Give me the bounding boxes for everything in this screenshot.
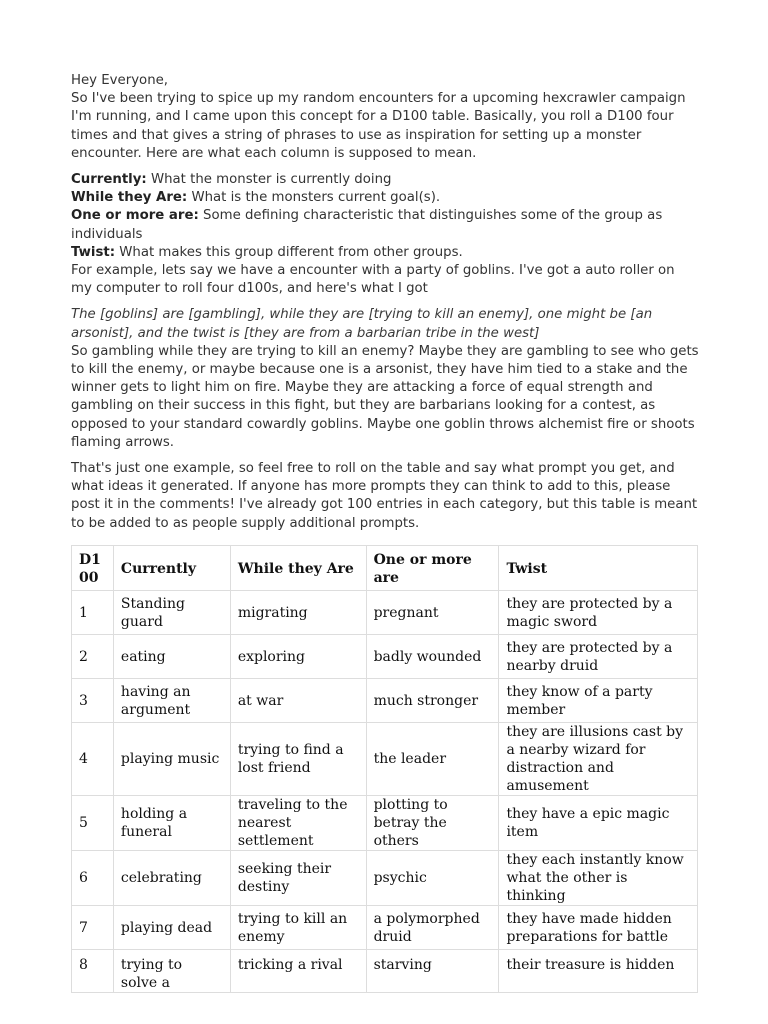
- cell-roll: 1: [72, 591, 114, 635]
- cell-roll: 7: [72, 906, 114, 950]
- cell-twist: they have made hidden preparations for battle: [499, 906, 698, 950]
- cell-twist: they have a epic magic item: [499, 796, 698, 851]
- post-closing: That's just one example, so feel free to roll on the table and say what prompt you get, and what ideas it generated. If anyone has more prompts they can think to add to this, please post it in the comments! I've already got 100 entries in each category, but this table is meant to be added to as people supply additional prompts.: [71, 461, 698, 531]
- definition-label: Currently:: [71, 172, 147, 188]
- definition-twist: [71, 244, 699, 262]
- cell-currently: trying to solve a: [113, 950, 230, 993]
- cell-roll: 4: [72, 723, 114, 796]
- post-body: [71, 72, 699, 533]
- post-greeting: Hey Everyone,: [71, 73, 169, 88]
- cell-twist: they are protected by a magic sword: [499, 591, 698, 635]
- definition-label: Twist:: [71, 244, 116, 260]
- cell-while-they-are: at war: [230, 679, 366, 723]
- cell-roll: 8: [72, 950, 114, 993]
- table-row: [72, 796, 698, 851]
- table-row: [72, 851, 698, 906]
- cell-one-or-more-are: starving: [366, 950, 499, 993]
- definition-one-or-more-are: [71, 207, 699, 243]
- cell-currently: playing dead: [113, 906, 230, 950]
- cell-twist: they know of a party member: [499, 679, 698, 723]
- cell-roll: 2: [72, 635, 114, 679]
- table-row: [72, 591, 698, 635]
- cell-while-they-are: migrating: [230, 591, 366, 635]
- example-intro: For example, lets say we have a encounter with a party of goblins. I've got a auto roller on my computer to roll four d100s, and here's what I got: [71, 263, 675, 297]
- cell-one-or-more-are: badly wounded: [366, 635, 499, 679]
- cell-while-they-are: traveling to the nearest settlement: [230, 796, 366, 851]
- header-twist: Twist: [499, 546, 698, 591]
- cell-one-or-more-are: psychic: [366, 851, 499, 906]
- cell-while-they-are: exploring: [230, 635, 366, 679]
- cell-while-they-are: seeking their destiny: [230, 851, 366, 906]
- post-intro: So I've been trying to spice up my random encounters for a upcoming hexcrawler campaign I'm running, and I came upon this concept for a D100 table. Basically, you roll a D100 four times and that gives a string of phrases to use as inspiration for setting up a monster encounter. Here are what each column is supposed to mean.: [71, 91, 686, 161]
- example-quote: The [goblins] are [gambling], while they are [trying to kill an enemy], one might be [an arsonist], and the twist is [they are from a barbarian tribe in the west]: [71, 307, 653, 341]
- header-currently: Currently: [113, 546, 230, 591]
- table-row: [72, 635, 698, 679]
- definition-label: One or more are:: [71, 208, 199, 224]
- table-header-row: [72, 546, 698, 591]
- table-row: [72, 723, 698, 796]
- table-row: [72, 679, 698, 723]
- cell-while-they-are: trying to find a lost friend: [230, 723, 366, 796]
- cell-while-they-are: tricking a rival: [230, 950, 366, 993]
- cell-twist: they are protected by a nearby druid: [499, 635, 698, 679]
- cell-roll: 6: [72, 851, 114, 906]
- cell-one-or-more-are: a polymorphed druid: [366, 906, 499, 950]
- cell-roll: 3: [72, 679, 114, 723]
- cell-currently: holding a funeral: [113, 796, 230, 851]
- cell-one-or-more-are: plotting to betray the others: [366, 796, 499, 851]
- cell-currently: Standing guard: [113, 591, 230, 635]
- cell-one-or-more-are: the leader: [366, 723, 499, 796]
- header-while-they-are: While they Are: [230, 546, 366, 591]
- cell-currently: having an argument: [113, 679, 230, 723]
- definition-text: What makes this group different from other groups.: [115, 244, 463, 260]
- header-d100: D100: [72, 546, 114, 591]
- definition-while-they-are: [71, 189, 699, 207]
- definition-label: While they Are:: [71, 190, 188, 206]
- cell-while-they-are: trying to kill an enemy: [230, 906, 366, 950]
- d100-table: [71, 545, 698, 993]
- definition-text: What the monster is currently doing: [146, 172, 392, 188]
- cell-roll: 5: [72, 796, 114, 851]
- cell-currently: eating: [113, 635, 230, 679]
- header-one-or-more-are: One or more are: [366, 546, 499, 591]
- cell-currently: playing music: [113, 723, 230, 796]
- cell-twist: their treasure is hidden: [499, 950, 698, 993]
- example-analysis: So gambling while they are trying to kill an enemy? Maybe they are gambling to see who gets to kill the enemy, or maybe because one is a arsonist, they have him tied to a stake and the winner gets to light him on fire. Maybe they are attacking a force of equal strength and gambling on their success in this fight, but they are barbarians looking for a contest, as opposed to your standard cowardly goblins. Maybe one goblin throws alchemist fire or shoots flaming arrows.: [71, 343, 699, 450]
- definition-text: Some defining characteristic that distinguishes some of the group as individuals: [71, 208, 663, 242]
- definition-text: What is the monsters current goal(s).: [187, 190, 441, 206]
- cell-twist: they are illusions cast by a nearby wizard for distraction and amusement: [499, 723, 698, 796]
- cell-currently: celebrating: [113, 851, 230, 906]
- cell-one-or-more-are: pregnant: [366, 591, 499, 635]
- table-row: [72, 906, 698, 950]
- table-row: [72, 950, 698, 993]
- cell-one-or-more-are: much stronger: [366, 679, 499, 723]
- definition-currently: [71, 171, 699, 189]
- cell-twist: they each instantly know what the other is thinking: [499, 851, 698, 906]
